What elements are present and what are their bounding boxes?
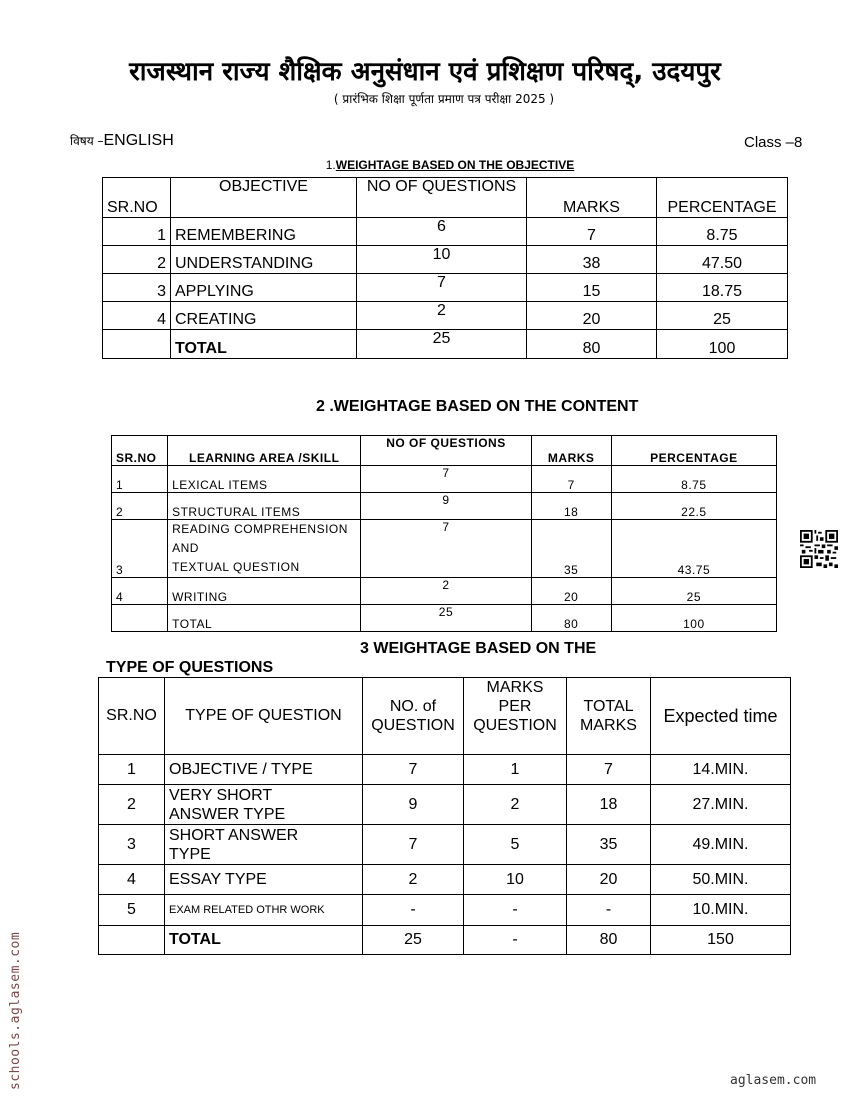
row-no: 7 (363, 825, 464, 865)
content-table (111, 435, 777, 632)
bottom-watermark: aglasem.com (730, 1073, 817, 1088)
subject-label: विषय – (70, 134, 104, 148)
row-percentage: 8.75 (657, 218, 788, 246)
header-type: TYPE OF QUESTION (165, 678, 363, 755)
row-percentage: 8.75 (611, 466, 776, 493)
row-srno: 4 (112, 578, 168, 605)
row-no: - (363, 895, 464, 926)
row-questions: 2 (357, 302, 527, 330)
header-srno: SR.NO (112, 436, 168, 466)
table-row (112, 578, 777, 605)
row-srno: 2 (112, 493, 168, 520)
row-time: 49.MIN. (651, 825, 791, 865)
row-time: 27.MIN. (651, 785, 791, 825)
row-type (165, 785, 363, 825)
total-marks: 80 (531, 605, 611, 632)
row-marks: 38 (527, 246, 657, 274)
header-percentage: PERCENTAGE (657, 178, 788, 218)
table-total-row (112, 605, 777, 632)
header-no-questions: NO OF QUESTIONS (361, 436, 531, 466)
header-no-line2: QUESTION (371, 717, 455, 734)
row-srno: 1 (112, 466, 168, 493)
table-row (112, 493, 777, 520)
header-no-line1: NO. of (389, 698, 437, 715)
row-area (168, 520, 361, 578)
header-no-questions: NO OF QUESTIONS (357, 178, 527, 218)
header-mpq-line2: PER (498, 698, 532, 715)
header-srno: SR.NO (99, 678, 165, 755)
header-mpq-line3: QUESTION (473, 717, 557, 734)
section1-number: 1. (325, 158, 336, 172)
qr-code-icon (800, 530, 838, 568)
row-objective: UNDERSTANDING (171, 246, 357, 274)
table-header-row (99, 678, 791, 755)
header-marks-per-question (464, 678, 567, 755)
row-marks: 18 (531, 493, 611, 520)
total-label: TOTAL (171, 330, 357, 359)
table-header-row (112, 436, 777, 466)
row-percentage: 25 (611, 578, 776, 605)
page-subtitle: ( प्रारंभिक शिक्षा पूर्णता प्रमाण पत्र परीक्षा 2025 ) (333, 92, 555, 106)
row-type-line1: VERY SHORT (169, 786, 273, 804)
table-row (103, 246, 788, 274)
table-row (99, 895, 791, 926)
row-area-line2: TEXTUAL QUESTION (172, 560, 300, 574)
row-marks: 35 (531, 520, 611, 578)
row-mpq: 1 (464, 755, 567, 785)
row-type-line1: SHORT ANSWER (169, 826, 299, 844)
row-percentage: 25 (657, 302, 788, 330)
row-objective: CREATING (171, 302, 357, 330)
table-row (103, 218, 788, 246)
row-area: WRITING (168, 578, 361, 605)
row-srno: 3 (99, 825, 165, 865)
row-srno: 4 (99, 865, 165, 895)
row-marks: 20 (527, 302, 657, 330)
row-srno: 2 (103, 246, 171, 274)
row-srno (99, 926, 165, 955)
section3-title-line1: 3 WEIGHTAGE BASED ON THE (360, 640, 597, 657)
header-expected-time: Expected time (651, 678, 791, 755)
subject-name: ENGLISH (103, 132, 174, 149)
row-mpq: 10 (464, 865, 567, 895)
row-total: 18 (567, 785, 651, 825)
row-questions: 7 (357, 274, 527, 302)
row-srno: 1 (103, 218, 171, 246)
section2-title: 2 .WEIGHTAGE BASED ON THE CONTENT (316, 398, 639, 415)
row-percentage: 18.75 (657, 274, 788, 302)
row-questions: 9 (361, 493, 531, 520)
row-objective: APPLYING (171, 274, 357, 302)
header-total-marks (567, 678, 651, 755)
row-percentage: 22.5 (611, 493, 776, 520)
row-mpq: 5 (464, 825, 567, 865)
row-total: 20 (567, 865, 651, 895)
row-no: 2 (363, 865, 464, 895)
total-label: TOTAL (168, 605, 361, 632)
table-total-row (103, 330, 788, 359)
section1-title-text: WEIGHTAGE BASED ON THE OBJECTIVE (335, 158, 575, 172)
table-row (112, 520, 777, 578)
header-marks: MARKS (531, 436, 611, 466)
total-questions: 25 (357, 330, 527, 359)
header-tm-line1: TOTAL (583, 698, 634, 715)
row-type: EXAM RELATED OTHR WORK (165, 895, 363, 926)
header-area: LEARNING AREA /SKILL (168, 436, 361, 466)
row-mpq: - (464, 895, 567, 926)
table-row (99, 755, 791, 785)
header-mpq-line1: MARKS (486, 679, 544, 696)
row-time: 14.MIN. (651, 755, 791, 785)
row-srno: 3 (112, 520, 168, 578)
row-mpq: 2 (464, 785, 567, 825)
row-srno: 1 (99, 755, 165, 785)
table-row (99, 825, 791, 865)
row-percentage: 47.50 (657, 246, 788, 274)
header-srno: SR.NO (103, 178, 171, 218)
row-no: 7 (363, 755, 464, 785)
header-objective: OBJECTIVE (171, 178, 357, 218)
row-srno: 4 (103, 302, 171, 330)
row-area: STRUCTURAL ITEMS (168, 493, 361, 520)
row-srno: 2 (99, 785, 165, 825)
header-no-question (363, 678, 464, 755)
row-total: 35 (567, 825, 651, 865)
total-percentage: 100 (611, 605, 776, 632)
row-area: LEXICAL ITEMS (168, 466, 361, 493)
table-row (99, 865, 791, 895)
row-srno: 5 (99, 895, 165, 926)
section1-title (0, 158, 850, 172)
row-marks: 20 (531, 578, 611, 605)
row-questions: 7 (361, 466, 531, 493)
table-row (99, 785, 791, 825)
total-questions: 25 (361, 605, 531, 632)
row-questions: 6 (357, 218, 527, 246)
row-objective: REMEMBERING (171, 218, 357, 246)
question-type-table (98, 677, 791, 955)
total-marks: 80 (567, 926, 651, 955)
total-mpq: - (464, 926, 567, 955)
row-marks: 15 (527, 274, 657, 302)
row-total: 7 (567, 755, 651, 785)
objective-table (102, 177, 788, 359)
total-time: 150 (651, 926, 791, 955)
row-marks: 7 (531, 466, 611, 493)
page-title: राजस्थान राज्य शैक्षिक अनुसंधान एवं प्रशिक्षण परिषद्, उदयपुर (129, 57, 721, 87)
row-type-line2: TYPE (169, 845, 211, 863)
header-marks: MARKS (527, 178, 657, 218)
table-row (103, 302, 788, 330)
table-row (103, 274, 788, 302)
table-total-row (99, 926, 791, 955)
row-time: 10.MIN. (651, 895, 791, 926)
row-type: ESSAY TYPE (165, 865, 363, 895)
row-type-line2: ANSWER TYPE (169, 805, 286, 823)
class-label: Class –8 (744, 134, 803, 151)
row-percentage: 43.75 (611, 520, 776, 578)
row-srno: 3 (103, 274, 171, 302)
table-row (112, 466, 777, 493)
row-questions: 2 (361, 578, 531, 605)
subject-line (70, 132, 174, 150)
row-type: OBJECTIVE / TYPE (165, 755, 363, 785)
total-percentage: 100 (657, 330, 788, 359)
row-total: - (567, 895, 651, 926)
row-questions: 7 (361, 520, 531, 578)
row-srno (112, 605, 168, 632)
row-area-line1: READING COMPREHENSION AND (172, 522, 348, 555)
row-srno (103, 330, 171, 359)
total-no: 25 (363, 926, 464, 955)
total-label: TOTAL (165, 926, 363, 955)
section3-title-line2: TYPE OF QUESTIONS (106, 659, 274, 676)
row-marks: 7 (527, 218, 657, 246)
table-header-row (103, 178, 788, 218)
row-questions: 10 (357, 246, 527, 274)
row-time: 50.MIN. (651, 865, 791, 895)
header-tm-line2: MARKS (580, 717, 637, 734)
header-percentage: PERCENTAGE (611, 436, 776, 466)
row-no: 9 (363, 785, 464, 825)
row-type (165, 825, 363, 865)
total-marks: 80 (527, 330, 657, 359)
side-watermark: schools.aglasem.com (8, 931, 23, 1090)
